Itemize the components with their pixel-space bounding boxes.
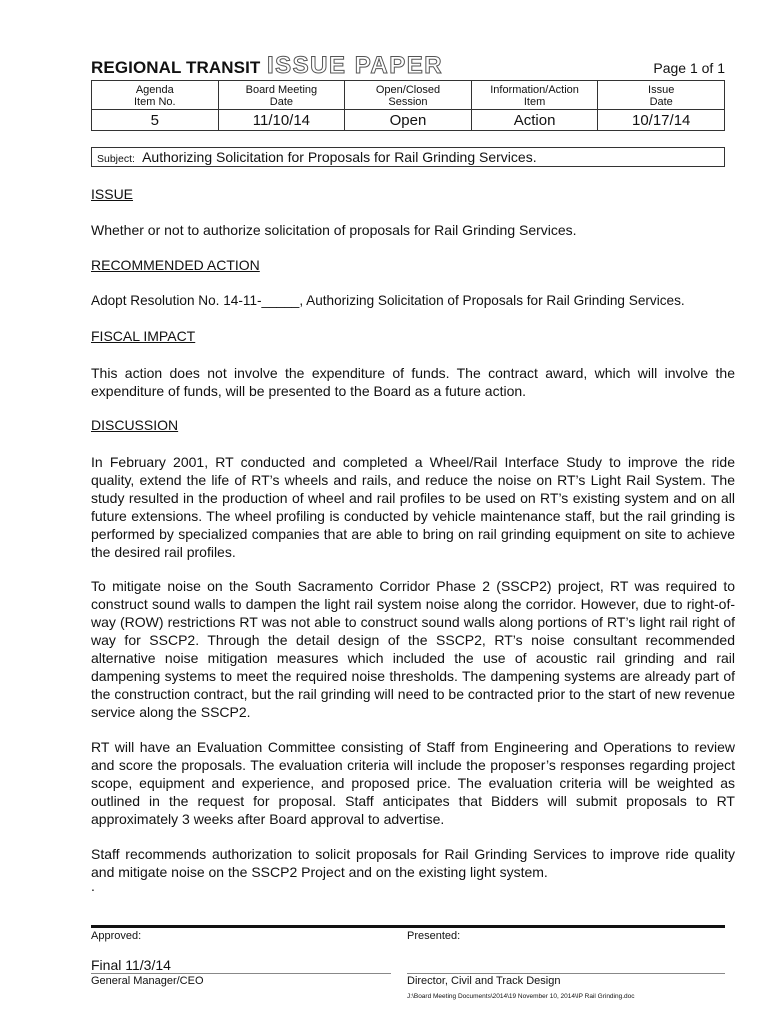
- discussion-paragraph-2: To mitigate noise on the South Sacramento Corridor Phase 2 (SSCP2) project, RT was required to construct sound walls to dampen the light rail system noise along the corridor. However, due to right-of-way (ROW) restrictions RT was not able to construct sound walls along portions of RT’s light rail right of way for SSCP2. Through the detail design of the SSCP2, RT’s noise consultant recommended alternative noise mitigation measures which included the use of acoustic rail grinding and rail dampening systems to meet the required noise thresholds. The dampening systems are already part of the construction contract, but the rail grinding will need to be contracted prior to the start of new revenue service along the SSCP2.: [91, 578, 735, 720]
- discussion-paragraph-1: In February 2001, RT conducted and completed a Wheel/Rail Interface Study to improve the ride quality, extend the life of RT’s wheels and rails, and reduce the noise on RT’s Light Rail System. The study resulted in the production of wheel and rail profiles to be used on RT’s existing system and on all future extensions. The wheel profiling is conducted by vehicle maintenance staff, but the rail grinding is performed by specialized companies that are able to bring on rail grinding equipment on site to achieve the desired rail profiles.: [91, 454, 735, 560]
- issue-paper-title: ISSUE PAPER: [267, 52, 444, 79]
- approver-title: General Manager/CEO: [91, 975, 204, 987]
- document-header: [91, 52, 725, 78]
- issue-text: Whether or not to authorize solicitation of proposals for Rail Grinding Services.: [91, 222, 577, 238]
- presenter-signature-line: [407, 973, 725, 974]
- meta-header-session: Open/Closed Session: [345, 81, 472, 110]
- meta-value-row: [92, 110, 725, 131]
- discussion-heading: DISCUSSION: [91, 417, 179, 433]
- recommended-action-heading: RECOMMENDED ACTION: [91, 257, 260, 273]
- meta-header-meeting-date: Board Meeting Date: [218, 81, 345, 110]
- page-number: Page 1 of 1: [653, 60, 725, 76]
- agenda-item-value: 5: [92, 110, 219, 131]
- meta-header-row: [92, 81, 725, 110]
- fiscal-impact-text: This action does not involve the expenditure of funds. The contract award, which will involve the expenditure of funds, will be presented to the Board as a future action.: [91, 365, 735, 399]
- meta-header-info-action: Information/Action Item: [471, 81, 598, 110]
- footer-divider: [91, 925, 725, 928]
- recommended-action-text: Adopt Resolution No. 14-11-_____, Authorizing Solicitation of Proposals for Rail Grinding Services.: [91, 293, 685, 308]
- presented-label: Presented:: [407, 930, 461, 942]
- meta-table: [91, 80, 725, 131]
- issue-heading: ISSUE: [91, 186, 134, 202]
- meta-header-issue-date: Issue Date: [598, 81, 725, 110]
- meta-header-agenda: Agenda Item No.: [92, 81, 219, 110]
- issue-date-value: 10/17/14: [598, 110, 725, 131]
- subject-box: [91, 147, 725, 167]
- session-value: Open: [345, 110, 472, 131]
- file-path: J:\Board Meeting Documents\2014\19 November 10, 2014\IP Rail Grinding.doc: [407, 993, 635, 1000]
- fiscal-impact-heading: FISCAL IMPACT: [91, 328, 196, 344]
- subject-label: Subject:: [97, 153, 135, 165]
- final-date: Final 11/3/14: [91, 957, 171, 973]
- approved-label: Approved:: [91, 930, 142, 942]
- info-action-value: Action: [471, 110, 598, 131]
- approver-signature-line: [91, 973, 391, 974]
- document-title: REGIONAL TRANSIT: [91, 58, 261, 77]
- meeting-date-value: 11/10/14: [218, 110, 345, 131]
- trailing-period: .: [91, 878, 95, 894]
- discussion-paragraph-4: Staff recommends authorization to solicit proposals for Rail Grinding Services to improve ride quality and mitigate noise on the SSCP2 Project and on the existing light system.: [91, 846, 735, 880]
- discussion-paragraph-3: RT will have an Evaluation Committee consisting of Staff from Engineering and Operations to review and score the proposals. The evaluation criteria will include the proposer’s responses regarding project scope, equipment and experience, and proposed price. The evaluation criteria will be weighted as outlined in the request for proposal. Staff anticipates that Bidders will submit proposals to RT approximately 3 weeks after Board approval to advertise.: [91, 739, 735, 827]
- subject-text: Authorizing Solicitation for Proposals for Rail Grinding Services.: [142, 149, 537, 165]
- presenter-title: Director, Civil and Track Design: [407, 975, 561, 987]
